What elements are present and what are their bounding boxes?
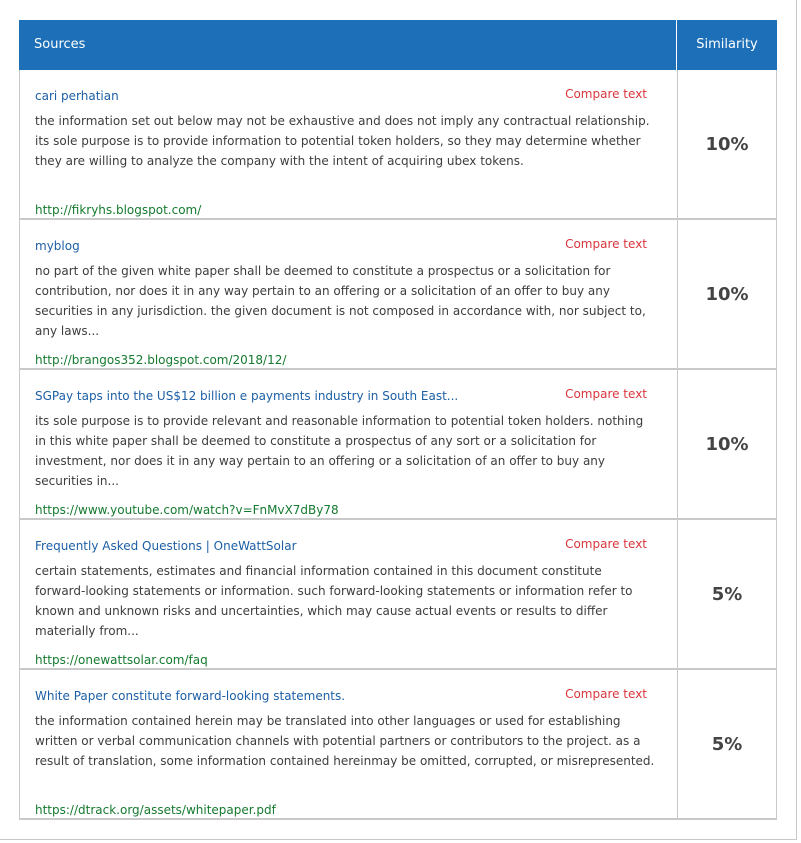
source-excerpt: its sole purpose is to provide relevant and reasonable information to potential token holders. nothing in this white paper shall be deemed to constitute a prospectus of any sort or a solicitation for investment, nor does it in any way pertain to an offering or a solicitation of an offer to buy any securities in...	[35, 414, 644, 488]
compare-text-link[interactable]: Compare text	[565, 387, 647, 401]
table-row	[19, 670, 777, 820]
source-url[interactable]: https://dtrack.org/assets/whitepaper.pdf	[35, 803, 276, 817]
source-excerpt: no part of the given white paper shall be deemed to constitute a prospectus or a solicitation for contribution, nor does it in any way pertain to an offering or a solicitation of an offer to buy any securities in any jurisdiction. the given document is not composed in accordance with, nor subject to, any laws...	[35, 264, 646, 338]
compare-text-link[interactable]: Compare text	[565, 237, 647, 251]
source-cell	[20, 520, 678, 668]
sources-column-header: Sources	[19, 20, 677, 70]
compare-text-link[interactable]: Compare text	[565, 87, 647, 101]
similarity-value: 10%	[705, 133, 749, 155]
source-title[interactable]: cari perhatian	[35, 89, 119, 103]
source-title[interactable]: White Paper constitute forward-looking statements.	[35, 689, 346, 703]
source-cell	[20, 370, 678, 518]
table-row	[19, 370, 777, 520]
source-url[interactable]: https://www.youtube.com/watch?v=FnMvX7dBy78	[35, 503, 339, 517]
table-row	[19, 520, 777, 670]
similarity-value: 5%	[711, 733, 743, 755]
source-title[interactable]: SGPay taps into the US$12 billion e payments industry in South East...	[35, 389, 459, 403]
compare-text-link[interactable]: Compare text	[565, 537, 647, 551]
source-excerpt: certain statements, estimates and financial information contained in this document constitute forward-looking statements or information. such forward-looking statements or information refer to known and unknown risks and uncertainties, which may cause actual events or results to differ materially from...	[35, 564, 633, 638]
source-url[interactable]: https://onewattsolar.com/faq	[35, 653, 208, 667]
similarity-value: 5%	[711, 583, 743, 605]
source-url[interactable]: http://fikryhs.blogspot.com/	[35, 203, 202, 217]
source-title[interactable]: myblog	[35, 239, 80, 253]
source-excerpt: the information set out below may not be exhaustive and does not imply any contractual relationship. its sole purpose is to provide information to potential token holders, so they may determine whether they are willing to analyze the company with the intent of acquiring ubex tokens.	[35, 114, 650, 168]
table-row	[19, 70, 777, 220]
source-url[interactable]: http://brangos352.blogspot.com/2018/12/	[35, 353, 287, 367]
source-cell	[20, 70, 678, 218]
table-row	[19, 220, 777, 370]
source-title[interactable]: Frequently Asked Questions | OneWattSolar	[35, 539, 297, 553]
table-header	[19, 20, 777, 70]
source-cell	[20, 220, 678, 368]
source-excerpt: the information contained herein may be translated into other languages or used for establishing written or verbal communication channels with potential partners or contributors to the project. as a result of translation, some information contained hereinmay be omitted, corrupted, or misrepresented.	[35, 714, 655, 768]
similarity-column-header: Similarity	[696, 37, 758, 52]
compare-text-link[interactable]: Compare text	[565, 687, 647, 701]
similarity-value: 10%	[705, 283, 749, 305]
similarity-value: 10%	[705, 433, 749, 455]
sources-table	[19, 20, 777, 820]
source-cell	[20, 670, 678, 818]
